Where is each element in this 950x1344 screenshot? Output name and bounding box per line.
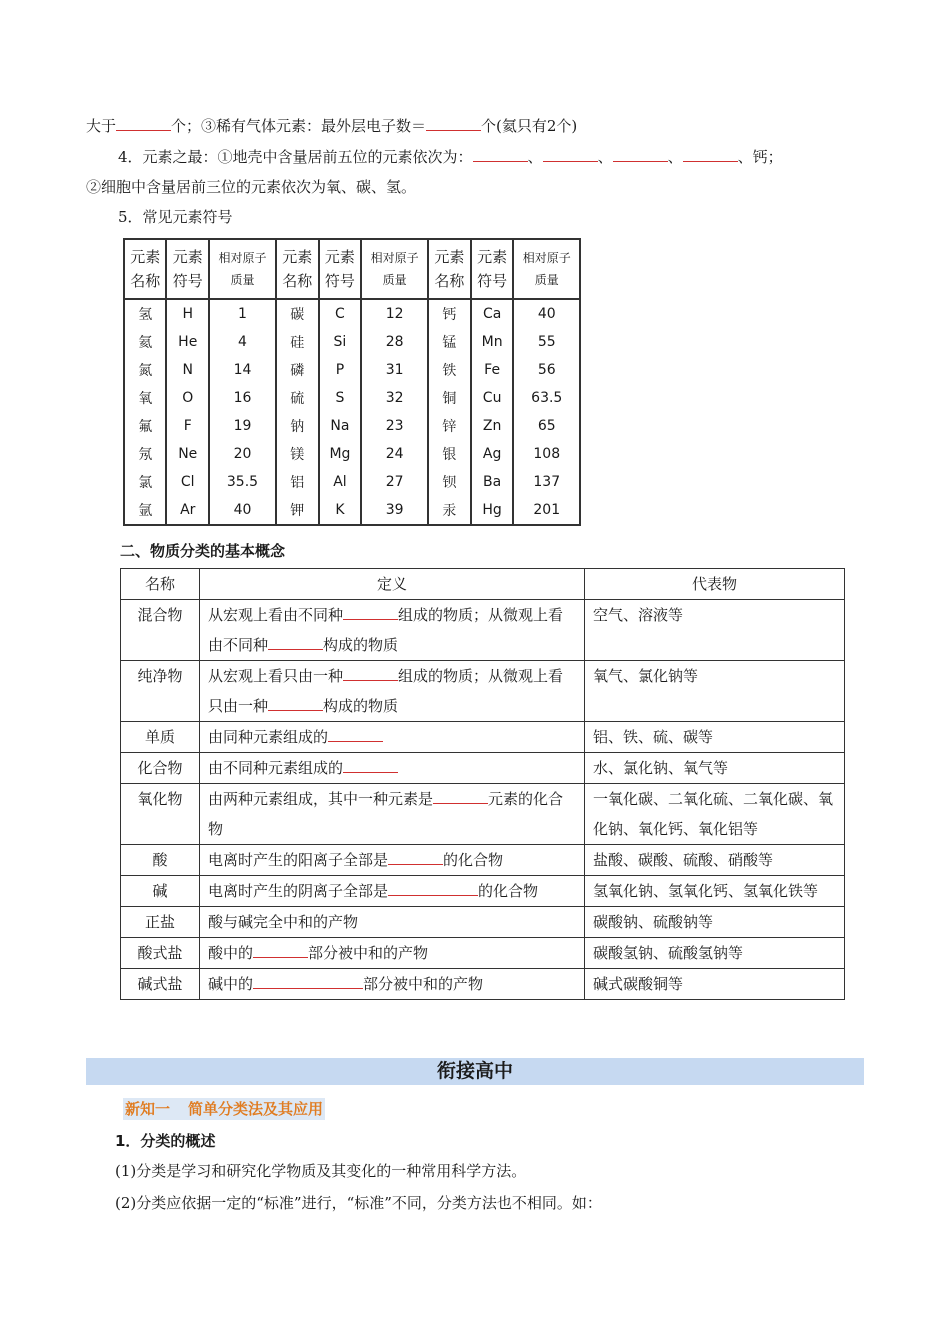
header-line: 质量 [534,273,559,287]
element-cell: 24 [361,440,428,468]
fill-blank[interactable] [473,147,528,162]
definition-cell [200,876,585,907]
element-cell: 55 [513,328,579,356]
representative-cell: 氧气、氯化钠等 [585,661,845,722]
element-cell: 1 [209,299,276,328]
table-row [121,969,845,1000]
element-cell: N [166,356,209,384]
paragraph-line [86,115,864,137]
element-cell: 磷 [276,356,319,384]
element-column-header [276,240,319,299]
definition-cell [200,661,585,722]
element-cell: 锰 [428,328,471,356]
element-cell: 16 [209,384,276,412]
representative-cell: 盐酸、碳酸、硫酸、硝酸等 [585,845,845,876]
definition-cell [200,753,585,784]
element-cell: Ar [166,496,209,524]
knowledge-label: 新知一 [125,1100,171,1118]
element-cell: 27 [361,468,428,496]
definition-text: 组成的物质；从微观上看由不同种 [208,606,564,654]
element-cell: H [166,299,209,328]
table-row [121,938,845,969]
element-column-header [428,240,471,299]
element-cell: 硫 [276,384,319,412]
element-row [125,384,579,412]
element-cell: 氢 [138,307,153,323]
fill-blank[interactable] [116,116,171,131]
column-header: 代表物 [585,569,845,600]
element-cell: 镁 [276,440,319,468]
element-cell: P [319,356,362,384]
definition-text: 构成的物质 [323,697,399,715]
fill-blank[interactable] [253,974,363,989]
element-cell: Zn [471,412,514,440]
element-cell: 20 [209,440,276,468]
element-cell: Ne [166,440,209,468]
paragraph-line [118,146,864,168]
element-cell: K [319,496,362,524]
representative-cell: 水、氯化钠、氧气等 [585,753,845,784]
paragraph: (2)分类应依据一定的“标准”进行，“标准”不同，分类方法也不相同。如： [115,1194,602,1212]
name-cell: 化合物 [121,753,200,784]
element-cell: S [319,384,362,412]
definition-text: 电离时产生的阳离子全部是 [208,851,389,869]
element-cell: 32 [361,384,428,412]
element-row [125,440,579,468]
definition-text: 的化合物 [443,851,504,869]
table-row [121,661,845,722]
definition-text: 部分被中和的产物 [308,944,429,962]
element-cell: 31 [361,356,428,384]
fill-blank[interactable] [683,147,738,162]
element-row [125,356,579,384]
element-cell: Ba [471,468,514,496]
name-cell: 单质 [121,722,200,753]
definition-cell [200,907,585,938]
fill-blank[interactable] [343,666,398,681]
header-line: 名称 [282,272,313,290]
element-cell: 14 [209,356,276,384]
element-cell: 钠 [276,412,319,440]
table-row [121,600,845,661]
definition-cell [200,784,585,845]
fill-blank[interactable] [426,116,481,131]
element-cell: 4 [209,328,276,356]
text: 大于 [86,117,117,135]
text: ②细胞中含量居前三位的元素依次为氧、碳、氢。 [86,178,417,196]
fill-blank[interactable] [328,727,383,742]
definition-text: 酸与碱完全中和的产物 [208,913,359,931]
element-cell: 108 [513,440,579,468]
table-row [121,845,845,876]
fill-blank[interactable] [433,789,488,804]
element-column-header [209,240,276,299]
definition-cell [200,969,585,1000]
column-header: 名称 [121,569,200,600]
element-cell: 137 [513,468,579,496]
name-cell: 纯净物 [121,661,200,722]
element-cell: Al [319,468,362,496]
fill-blank[interactable] [388,850,443,865]
element-cell: 201 [513,496,579,524]
element-row [125,328,579,356]
element-cell: 65 [513,412,579,440]
definition-text: 部分被中和的产物 [363,975,484,993]
representative-cell: 碳酸氢钠、硫酸氢钠等 [585,938,845,969]
definition-text: 酸中的 [208,944,254,962]
element-cell: 氩 [138,503,153,519]
element-cell: Mg [319,440,362,468]
text: 个(氦只有2个) [481,117,578,135]
paragraph-line [118,206,864,228]
text: 个；③稀有气体元素：最外层电子数＝ [171,117,427,135]
element-cell: 氟 [138,419,153,435]
name-cell: 碱 [121,876,200,907]
text: 、 [667,148,683,166]
subheading: 1．分类的概述 [115,1132,216,1150]
table-row [121,722,845,753]
table-row [121,784,845,845]
element-cell: 钙 [428,299,471,328]
element-row [125,412,579,440]
header-line: 名称 [434,272,465,290]
element-cell: 19 [209,412,276,440]
text: 、 [597,148,613,166]
header-line: 元素 [130,248,161,266]
element-cell: 35.5 [209,468,276,496]
element-cell: Hg [471,496,514,524]
fill-blank[interactable] [268,635,323,650]
element-cell: 12 [361,299,428,328]
element-symbol-table [123,238,581,526]
element-cell: Fe [471,356,514,384]
element-cell: 铝 [276,468,319,496]
element-row [125,468,579,496]
table-row [121,907,845,938]
element-cell: 碳 [276,299,319,328]
header-line: 符号 [172,272,203,290]
element-column-header [125,240,166,299]
header-line: 符号 [324,272,355,290]
header-line: 相对原子 [218,251,267,265]
representative-cell: 空气、溶液等 [585,600,845,661]
classification-table [120,568,845,1000]
element-cell: 63.5 [513,384,579,412]
section-banner: 衔接高中 [86,1058,864,1085]
name-cell: 正盐 [121,907,200,938]
element-column-header [471,240,514,299]
definition-text: 从宏观上看只由一种 [208,667,344,685]
header-line: 元素 [324,248,355,266]
definition-cell [200,938,585,969]
element-cell: 氮 [138,363,153,379]
definition-text: 由同种元素组成的 [208,728,329,746]
element-cell: Si [319,328,362,356]
element-cell: 铁 [428,356,471,384]
element-cell: 硅 [276,328,319,356]
element-cell: 氯 [138,475,153,491]
name-cell: 酸式盐 [121,938,200,969]
element-cell: 锌 [428,412,471,440]
knowledge-title: 简单分类法及其应用 [188,1100,324,1118]
element-cell: O [166,384,209,412]
element-cell: 汞 [428,496,471,524]
element-cell: 氧 [138,391,153,407]
header-line: 相对原子 [522,251,571,265]
header-line: 名称 [130,272,161,290]
representative-cell: 铝、铁、硫、碳等 [585,722,845,753]
element-cell: 39 [361,496,428,524]
element-cell: 氖 [138,447,153,463]
text: 、 [527,148,543,166]
element-cell: 56 [513,356,579,384]
new-knowledge-tag [123,1098,325,1120]
element-column-header [361,240,428,299]
header-line: 质量 [230,273,255,287]
header-line: 元素 [172,248,203,266]
element-column-header [513,240,579,299]
definition-text: 从宏观上看由不同种 [208,606,344,624]
header-line: 元素 [477,248,508,266]
table-row [121,876,845,907]
definition-text: 由不同种元素组成的 [208,759,344,777]
definition-cell [200,845,585,876]
header-line: 元素 [434,248,465,266]
fill-blank[interactable] [613,147,668,162]
paragraph: (1)分类是学习和研究化学物质及其变化的一种常用科学方法。 [115,1162,527,1180]
name-cell: 酸 [121,845,200,876]
name-cell: 氧化物 [121,784,200,845]
definition-text: 构成的物质 [323,636,399,654]
name-cell: 混合物 [121,600,200,661]
element-cell: Cl [166,468,209,496]
fill-blank[interactable] [268,696,323,711]
element-cell: 氦 [138,335,153,351]
header-line: 元素 [282,248,313,266]
definition-text: 的化合物 [478,882,539,900]
element-cell: 28 [361,328,428,356]
definition-cell [200,722,585,753]
element-cell: 钡 [428,468,471,496]
element-cell: F [166,412,209,440]
element-cell: 40 [513,299,579,328]
definition-text: 元素的化合物 [208,790,564,838]
representative-cell: 氢氧化钠、氢氧化钙、氢氧化铁等 [585,876,845,907]
element-cell: Ag [471,440,514,468]
fill-blank[interactable] [388,881,478,896]
paragraph-line [86,176,864,198]
element-row [125,299,579,328]
text: 、钙； [737,148,783,166]
representative-cell: 碳酸钠、硫酸钠等 [585,907,845,938]
text: 5．常见元素符号 [118,208,233,226]
element-cell: 40 [209,496,276,524]
table-row [121,753,845,784]
fill-blank[interactable] [343,605,398,620]
element-cell: 23 [361,412,428,440]
definition-cell [200,600,585,661]
text: 4．元素之最：①地壳中含量居前五位的元素依次为： [118,148,473,166]
element-cell: 银 [428,440,471,468]
element-cell: 钾 [276,496,319,524]
element-cell: He [166,328,209,356]
element-cell: Cu [471,384,514,412]
section-title: 二、物质分类的基本概念 [120,542,286,560]
element-cell: C [319,299,362,328]
representative-cell: 一氧化碳、二氧化硫、二氧化碳、氧化钠、氧化钙、氧化铝等 [585,784,845,845]
element-cell: Na [319,412,362,440]
fill-blank[interactable] [253,943,308,958]
fill-blank[interactable] [543,147,598,162]
definition-text: 由两种元素组成，其中一种元素是 [208,790,434,808]
element-row [125,496,579,524]
definition-text: 碱中的 [208,975,254,993]
column-header: 定义 [200,569,585,600]
header-line: 符号 [477,272,508,290]
element-column-header [166,240,209,299]
definition-text: 组成的物质；从微观上看只由一种 [208,667,564,715]
element-column-header [319,240,362,299]
element-cell: Ca [471,299,514,328]
definition-text: 电离时产生的阴离子全部是 [208,882,389,900]
header-line: 相对原子 [370,251,419,265]
representative-cell: 碱式碳酸铜等 [585,969,845,1000]
fill-blank[interactable] [343,758,398,773]
element-cell: 铜 [428,384,471,412]
header-line: 质量 [382,273,407,287]
element-cell: Mn [471,328,514,356]
name-cell: 碱式盐 [121,969,200,1000]
